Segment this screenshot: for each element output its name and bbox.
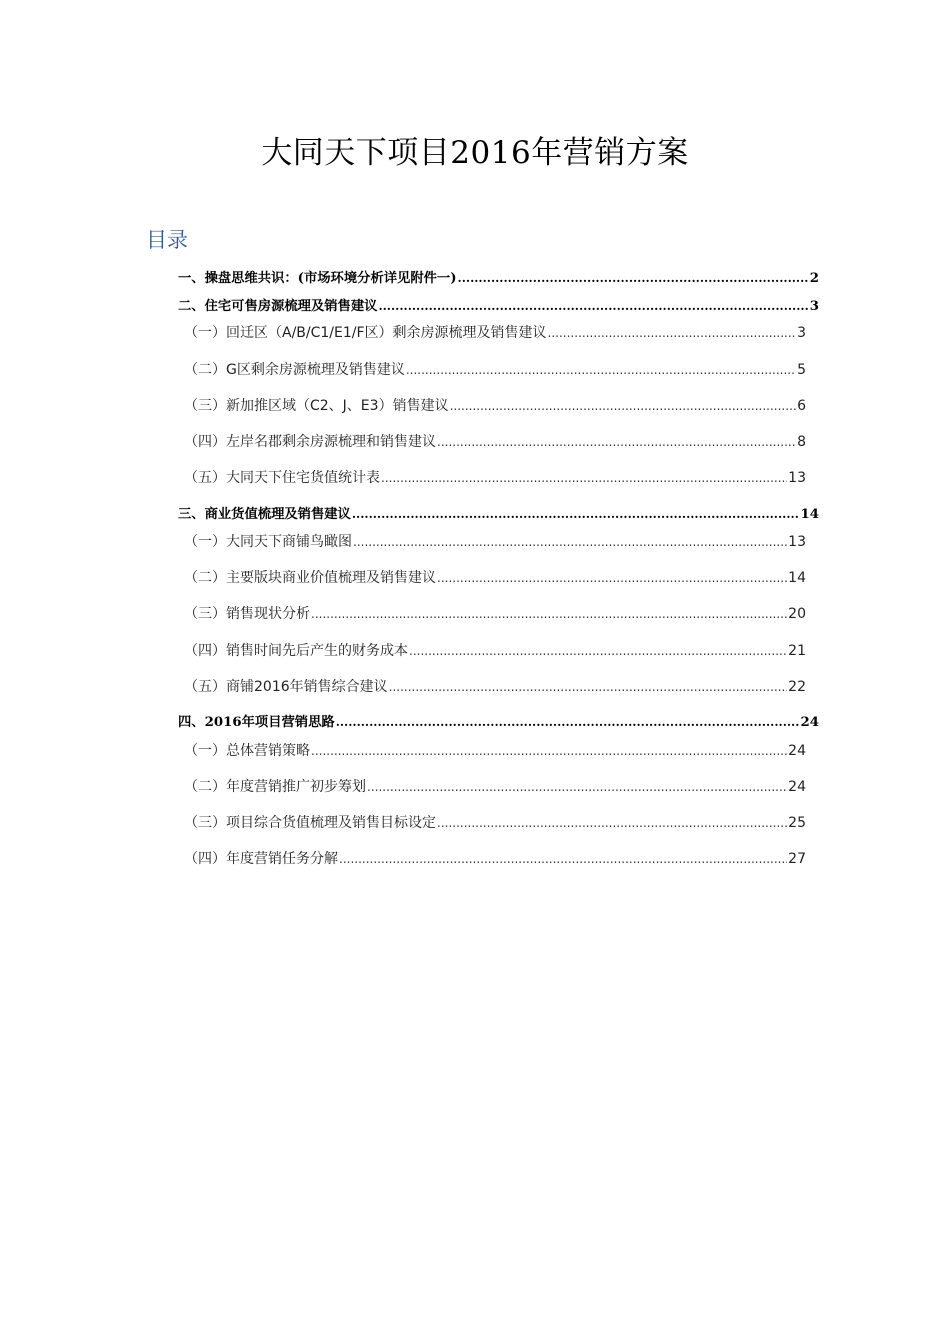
- toc-dot-leader: [437, 431, 796, 453]
- toc-dot-leader: [450, 395, 797, 417]
- toc-page-number: 14: [800, 507, 819, 522]
- toc-page-number: 13: [788, 534, 806, 550]
- toc-page-number: 25: [788, 815, 806, 831]
- toc-entry-label: （五）大同天下住宅货值统计表: [184, 470, 380, 486]
- toc-heading: 目录: [146, 228, 188, 252]
- toc-section-entry[interactable]: [178, 504, 819, 525]
- toc-entry-label: （一）回迁区（A/B/C1/E1/F区）剩余房源梳理及销售建议: [184, 325, 547, 341]
- toc-subsection-entry[interactable]: [184, 848, 806, 870]
- toc-entry-label: （四）年度营销任务分解: [184, 851, 338, 867]
- toc-page-number: 24: [788, 779, 806, 795]
- toc-page-number: 14: [788, 570, 806, 586]
- toc-subsection-entry[interactable]: [184, 431, 806, 453]
- toc-dot-leader: [458, 268, 809, 289]
- toc-page-number: 24: [800, 715, 819, 730]
- toc-dot-leader: [406, 359, 796, 381]
- toc-subsection-entry[interactable]: [184, 322, 806, 344]
- document-title: 大同天下项目2016年营销方案: [261, 135, 689, 171]
- toc-entry-label: （二）G区剩余房源梳理及销售建议: [184, 362, 405, 378]
- toc-entry-label: （三）项目综合货值梳理及销售目标设定: [184, 815, 436, 831]
- toc-dot-leader: [352, 504, 800, 525]
- toc-dot-leader: [367, 776, 787, 798]
- toc-page-number: 6: [797, 398, 806, 414]
- toc-section-entry[interactable]: [178, 712, 819, 733]
- toc-entry-label: （三）新加推区域（C2、J、E3）销售建议: [184, 398, 449, 414]
- toc-dot-leader: [437, 812, 787, 834]
- toc-subsection-entry[interactable]: [184, 467, 806, 489]
- toc-dot-leader: [437, 567, 787, 589]
- toc-dot-leader: [339, 848, 787, 870]
- toc-dot-leader: [311, 603, 787, 625]
- toc-dot-leader: [381, 467, 787, 489]
- toc-dot-leader: [336, 712, 800, 733]
- toc-entry-label: （二）年度营销推广初步筹划: [184, 779, 366, 795]
- toc-page-number: 2: [809, 271, 819, 286]
- toc-subsection-entry[interactable]: [184, 740, 806, 762]
- toc-dot-leader: [389, 676, 788, 698]
- toc-entry-label: （二）主要版块商业价值梳理及销售建议: [184, 570, 436, 586]
- toc-dot-leader: [548, 322, 797, 344]
- toc-entry-label: 二、住宅可售房源梳理及销售建议: [178, 299, 378, 314]
- toc-entry-label: （一）大同天下商铺鸟瞰图: [184, 534, 352, 550]
- toc-page-number: 21: [788, 643, 806, 659]
- toc-entry-label: 三、商业货值梳理及销售建议: [178, 507, 351, 522]
- toc-dot-leader: [353, 531, 787, 553]
- toc-section-entry[interactable]: [178, 268, 819, 289]
- toc-subsection-entry[interactable]: [184, 676, 806, 698]
- toc-dot-leader: [311, 740, 787, 762]
- toc-subsection-entry[interactable]: [184, 812, 806, 834]
- toc-subsection-entry[interactable]: [184, 640, 806, 662]
- toc-dot-leader: [409, 640, 787, 662]
- toc-subsection-entry[interactable]: [184, 776, 806, 798]
- toc-section-entry[interactable]: [178, 296, 819, 317]
- toc-entry-label: （四）左岸名郡剩余房源梳理和销售建议: [184, 434, 436, 450]
- toc-page-number: 3: [797, 325, 806, 341]
- toc-entry-label: （四）销售时间先后产生的财务成本: [184, 643, 408, 659]
- toc-page-number: 20: [788, 606, 806, 622]
- toc-subsection-entry[interactable]: [184, 359, 806, 381]
- toc-subsection-entry[interactable]: [184, 531, 806, 553]
- toc-subsection-entry[interactable]: [184, 567, 806, 589]
- toc-subsection-entry[interactable]: [184, 603, 806, 625]
- toc-entry-label: （五）商铺2016年销售综合建议: [184, 679, 388, 695]
- toc-entry-label: （一）总体营销策略: [184, 743, 310, 759]
- toc-subsection-entry[interactable]: [184, 395, 806, 417]
- toc-entry-label: 四、2016年项目营销思路: [178, 715, 335, 730]
- toc-page-number: 27: [788, 851, 806, 867]
- toc-page-number: 3: [809, 299, 819, 314]
- toc-page-number: 5: [797, 362, 806, 378]
- toc-page-number: 13: [788, 470, 806, 486]
- toc-entry-label: （三）销售现状分析: [184, 606, 310, 622]
- toc-dot-leader: [378, 296, 808, 317]
- toc-page-number: 8: [797, 434, 806, 450]
- toc-page-number: 22: [788, 679, 806, 695]
- toc-page-number: 24: [788, 743, 806, 759]
- toc-entry-label: 一、操盘思维共识：(市场环境分析详见附件一): [178, 271, 457, 286]
